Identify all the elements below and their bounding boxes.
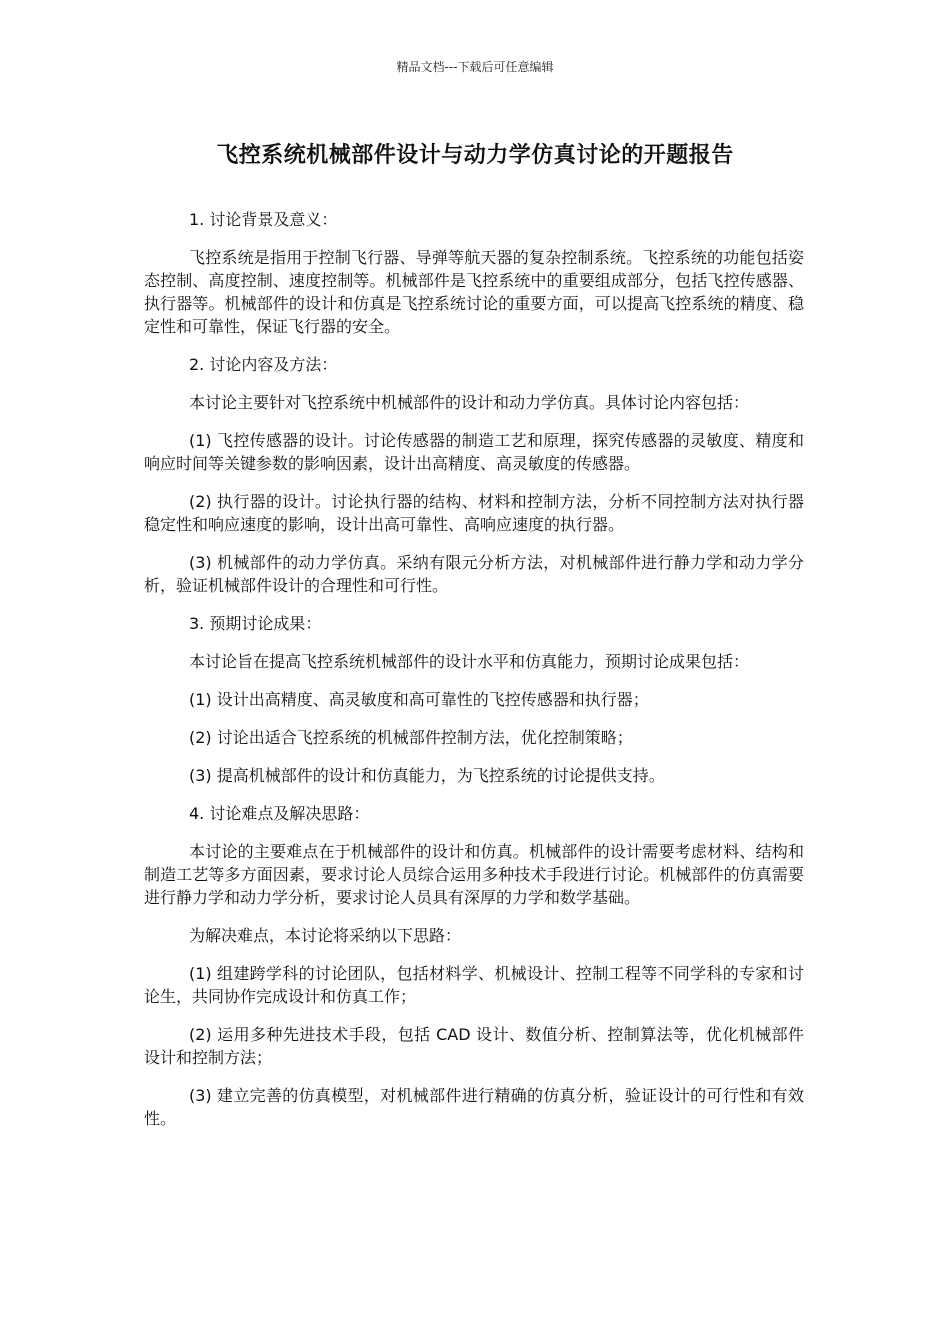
paragraph: (2) 执行器的设计。讨论执行器的结构、材料和控制方法，分析不同控制方法对执行器稳定性和响应速度的影响，设计出高可靠性、高响应速度的执行器。 bbox=[144, 492, 804, 534]
section-heading-content: 2. 讨论内容及方法： bbox=[189, 355, 338, 374]
paragraph: 本讨论的主要难点在于机械部件的设计和仿真。机械部件的设计需要考虑材料、结构和制造工艺等多方面因素，要求讨论人员综合运用多种技术手段进行讨论。机械部件的仿真需要进行静力学和动力学分析，要求讨论人员具有深厚的力学和数学基础。 bbox=[144, 842, 804, 907]
section-heading-outcomes: 3. 预期讨论成果： bbox=[189, 614, 322, 633]
section-heading-difficulties: 4. 讨论难点及解决思路： bbox=[189, 804, 370, 823]
paragraph: (2) 运用多种先进技术手段，包括 CAD 设计、数值分析、控制算法等，优化机械部件设计和控制方法； bbox=[144, 1025, 804, 1067]
page-header: 精品文档---下载后可任意编辑 bbox=[396, 60, 554, 74]
paragraph: (3) 提高机械部件的设计和仿真能力，为飞控系统的讨论提供支持。 bbox=[189, 766, 665, 785]
paragraph: (1) 设计出高精度、高灵敏度和高可靠性的飞控传感器和执行器； bbox=[189, 690, 649, 709]
paragraph: 飞控系统是指用于控制飞行器、导弹等航天器的复杂控制系统。飞控系统的功能包括姿态控制、高度控制、速度控制等。机械部件是飞控系统中的重要组成部分，包括飞控传感器、执行器等。机械部件的设计和仿真是飞控系统讨论的重要方面，可以提高飞控系统的精度、稳定性和可靠性，保证飞行器的安全。 bbox=[144, 248, 804, 336]
section-heading-background: 1. 讨论背景及意义： bbox=[189, 210, 338, 229]
document-title: 飞控系统机械部件设计与动力学仿真讨论的开题报告 bbox=[216, 143, 734, 168]
paragraph: (3) 建立完善的仿真模型，对机械部件进行精确的仿真分析，验证设计的可行性和有效性。 bbox=[144, 1086, 804, 1128]
paragraph: 本讨论主要针对飞控系统中机械部件的设计和动力学仿真。具体讨论内容包括： bbox=[189, 393, 750, 412]
paragraph: (1) 组建跨学科的讨论团队，包括材料学、机械设计、控制工程等不同学科的专家和讨论生，共同协作完成设计和仿真工作； bbox=[144, 964, 804, 1006]
paragraph: 本讨论旨在提高飞控系统机械部件的设计水平和仿真能力，预期讨论成果包括： bbox=[189, 652, 750, 671]
paragraph: (2) 讨论出适合飞控系统的机械部件控制方法，优化控制策略； bbox=[189, 728, 633, 747]
paragraph: (1) 飞控传感器的设计。讨论传感器的制造工艺和原理，探究传感器的灵敏度、精度和响应时间等关键参数的影响因素，设计出高精度、高灵敏度的传感器。 bbox=[144, 431, 804, 473]
document-body bbox=[144, 208, 804, 1145]
paragraph: 为解决难点，本讨论将采纳以下思路： bbox=[189, 926, 462, 945]
paragraph: (3) 机械部件的动力学仿真。采纳有限元分析方法，对机械部件进行静力学和动力学分析，验证机械部件设计的合理性和可行性。 bbox=[144, 553, 804, 595]
